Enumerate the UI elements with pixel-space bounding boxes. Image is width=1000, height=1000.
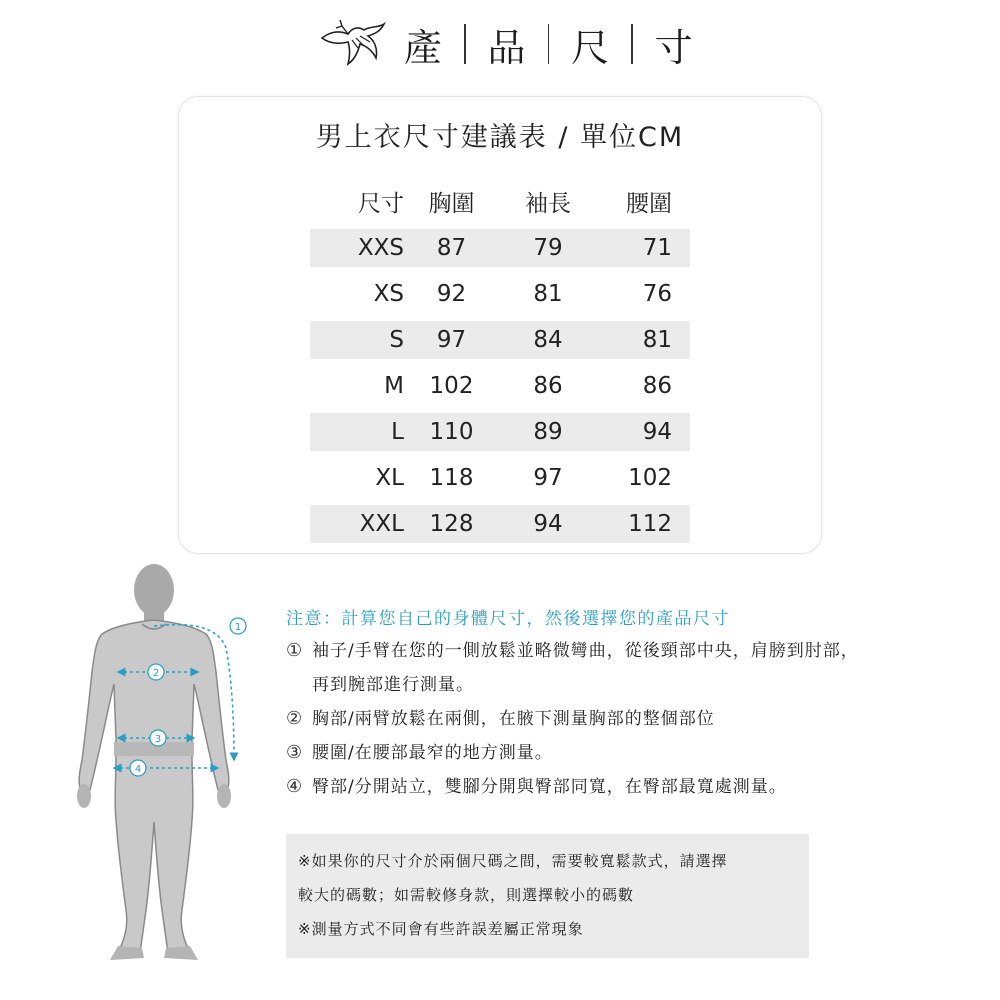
body-measurement-figure	[70, 560, 280, 970]
title-char: 寸	[654, 25, 693, 70]
svg-text:3: 3	[154, 734, 162, 745]
svg-text:1: 1	[234, 622, 242, 633]
note-item	[286, 736, 986, 770]
title-divider	[464, 24, 466, 64]
cell-size: S	[389, 327, 404, 353]
note-number: ②	[286, 708, 304, 729]
note-number: ①	[286, 640, 304, 661]
note-text: 再到腕部進行測量。	[312, 675, 474, 695]
note-item	[286, 770, 986, 804]
note-text: 胸部/兩臂放鬆在兩側，在腋下測量胸部的整個部位	[312, 709, 715, 729]
note-text: 袖子/手臂在您的一側放鬆並略微彎曲，從後頸部中央，肩膀到肘部，	[312, 641, 859, 661]
cell-waist: 102	[628, 465, 672, 491]
note-text: 腰圍/在腰部最窄的地方測量。	[312, 743, 553, 763]
page-title	[404, 16, 693, 72]
table-row	[310, 413, 690, 451]
note-number: ③	[286, 742, 304, 763]
cell-waist: 112	[628, 511, 672, 537]
remark-line: 較大的碼數；如需較修身款，則選擇較小的碼數	[298, 886, 635, 904]
cell-size: M	[384, 373, 404, 399]
table-row	[310, 321, 690, 359]
table-row	[310, 275, 690, 313]
cell-sleeve: 89	[533, 419, 563, 445]
title-char: 品	[487, 25, 526, 70]
cell-chest: 118	[429, 465, 474, 491]
note-item	[286, 702, 986, 736]
note-text: 臀部/分開站立，雙腳分開與臀部同寬，在臀部最寬處測量。	[312, 777, 787, 797]
cell-chest: 110	[429, 419, 474, 445]
cell-chest: 92	[436, 281, 467, 307]
cell-size: XS	[373, 281, 404, 307]
cell-chest: 128	[429, 511, 474, 537]
archaeopteryx-logo-icon	[318, 18, 390, 68]
cell-sleeve: 94	[533, 511, 563, 537]
title-char: 尺	[571, 25, 610, 70]
cell-chest: 102	[429, 373, 474, 399]
cell-chest: 87	[436, 235, 467, 261]
measurement-notes	[286, 604, 986, 804]
column-header-chest: 胸圍	[428, 190, 475, 217]
title-divider	[631, 24, 633, 64]
cell-sleeve: 97	[533, 465, 563, 491]
cell-size: XL	[375, 465, 404, 491]
column-header-size: 尺寸	[358, 190, 404, 217]
column-header-waist: 腰圍	[626, 190, 672, 217]
note-item-continued	[286, 668, 986, 702]
table-row	[310, 367, 690, 405]
svg-text:4: 4	[134, 764, 142, 775]
size-chart-title: 男上衣尺寸建議表 / 單位CM	[315, 122, 685, 153]
cell-waist: 86	[642, 373, 672, 399]
title-char: 產	[404, 25, 443, 70]
remarks-box	[286, 834, 809, 958]
cell-waist: 71	[642, 235, 672, 261]
notes-title: 注意：計算您自己的身體尺寸，然後選擇您的產品尺寸	[286, 609, 730, 629]
cell-sleeve: 84	[533, 327, 563, 353]
remark-line: ※測量方式不同會有些許誤差屬正常現象	[298, 920, 584, 938]
table-row	[310, 459, 690, 497]
title-divider	[548, 24, 550, 64]
cell-size: L	[391, 419, 404, 445]
cell-chest: 97	[436, 327, 467, 353]
table-row	[310, 505, 690, 543]
cell-waist: 81	[642, 327, 672, 353]
size-chart-card	[178, 96, 822, 554]
table-row	[310, 229, 690, 267]
svg-text:2: 2	[152, 668, 160, 679]
table-header-row	[310, 181, 690, 221]
size-table	[310, 181, 690, 543]
body-silhouette	[77, 564, 231, 960]
note-item	[286, 634, 986, 668]
column-header-sleeve: 袖長	[525, 190, 571, 217]
cell-size: XXS	[357, 235, 404, 261]
cell-waist: 94	[642, 419, 672, 445]
cell-sleeve: 81	[533, 281, 563, 307]
cell-sleeve: 79	[533, 235, 563, 261]
cell-size: XXL	[359, 511, 404, 537]
note-number: ④	[286, 776, 304, 797]
cell-waist: 76	[642, 281, 672, 307]
remark-line: ※如果你的尺寸介於兩個尺碼之間，需要較寬鬆款式，請選擇	[298, 852, 728, 870]
cell-sleeve: 86	[533, 373, 563, 399]
page-header	[0, 16, 1000, 72]
